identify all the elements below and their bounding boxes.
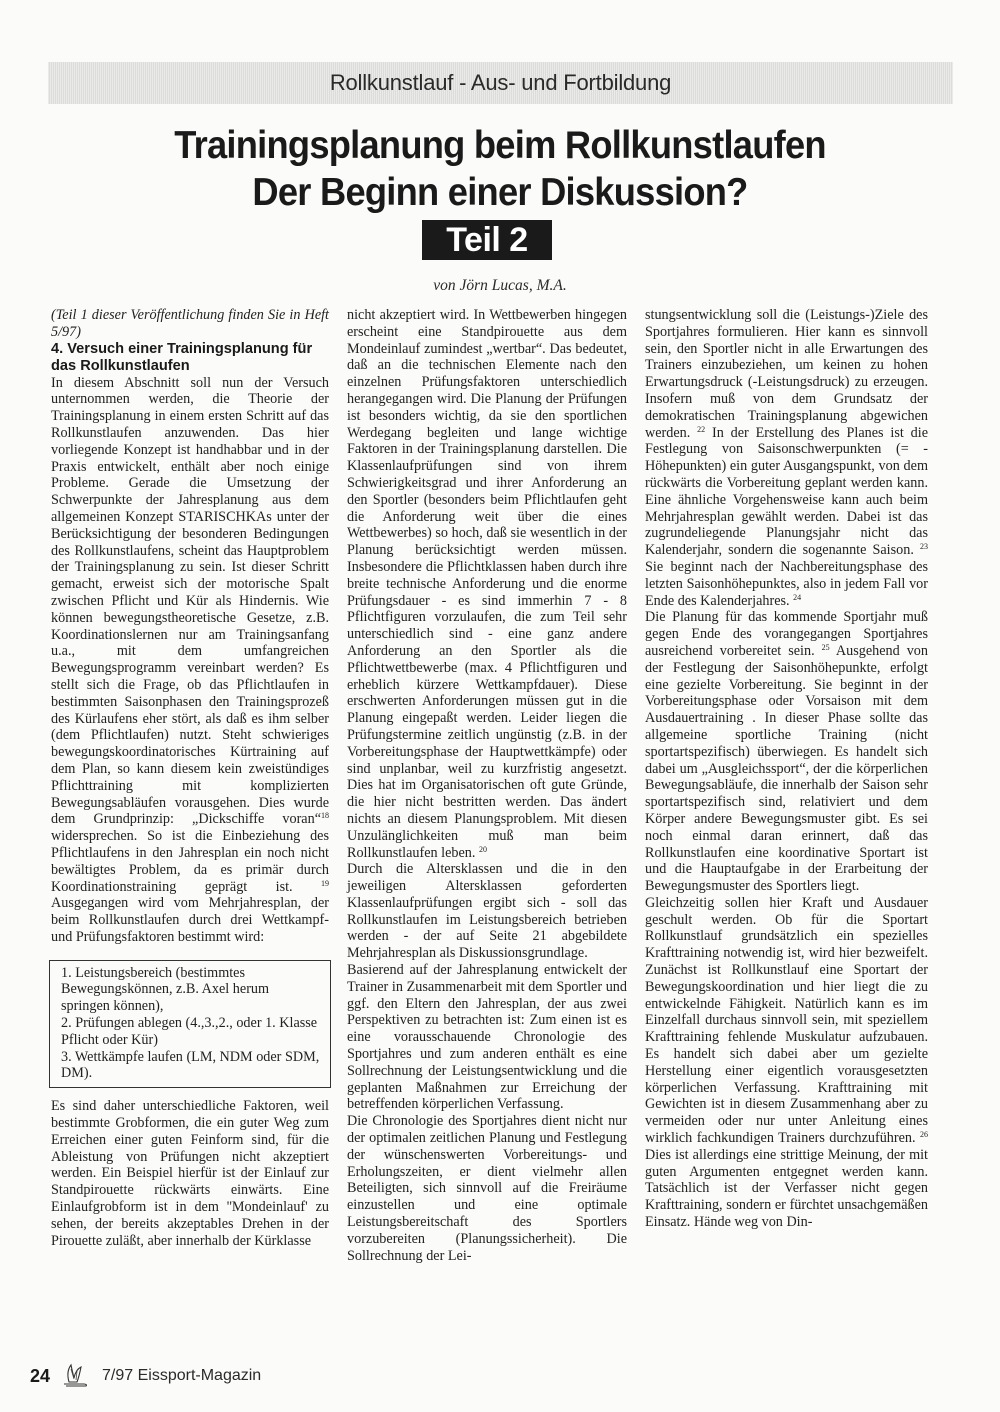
footnote-ref: 18 bbox=[321, 811, 329, 821]
footnote-ref: 19 bbox=[321, 878, 329, 888]
paragraph bbox=[347, 307, 627, 861]
paragraph bbox=[645, 609, 928, 895]
footnote-ref: 25 bbox=[821, 642, 830, 652]
part-badge: Teil 2 bbox=[422, 220, 552, 260]
text: Dies ist allerdings eine strittige Meinung, der mit guten Argumenten entgegnet werden kann. Tatsächlich ist der Verfasser nicht gegen Krafttraining, sondern er fürchtet unsachgemäßen Einsatz. Hände weg von Din- bbox=[645, 1146, 928, 1231]
factors-box bbox=[49, 960, 331, 1089]
paragraph: Basierend auf der Jahresplanung entwickelt der Trainer in Zusammenarbeit mit dem Sportler und ggf. den Eltern den Jahresplan, der aus zwei Perspektiven zu betrachten ist: Zum einen ist es eine vorausschauende Chronologie des Sportjahres und zum anderen enthält es eine Sollrechnung der Leistungsentwicklung und die geplanten Maßnahmen zur Erreichung der betreffenden körperlichen Verfassung. bbox=[347, 962, 627, 1113]
paragraph bbox=[645, 895, 928, 1231]
text-column-3 bbox=[645, 307, 928, 1231]
text: Die Planung für das kommende Sportjahr muß gegen Ende des vorangegangen Sportjahres ausreichend vorbereitet sein. bbox=[645, 609, 928, 659]
text: Sie beginnt nach der Nachbereitungsphase des letzten Saisonhöhepunktes, also in jedem Fall vor Ende des Kalenderjahres. bbox=[645, 558, 928, 609]
paragraph bbox=[51, 375, 329, 946]
paragraph: Es sind daher unterschiedliche Faktoren, weil bestimmte Grobformen, die ein guter Weg zum Erreichen einer guten Feinform sind, für die Ableistung von Prüfungen nicht akzeptiert werden. Ein Beispiel hierfür ist der Einlauf zur Standpirouette rückwärts einwärts. Eine Einlaufgrobform ist in dem ''Mondeinlauf' zu sehen, der bereits akzeptables Drehen in der Pirouette zuläßt, aber innerhalb der Kürklasse bbox=[51, 1098, 329, 1249]
text-column-1 bbox=[51, 307, 329, 1249]
article-title-line1: Trainingsplanung beim Rollkunstlaufen bbox=[174, 124, 826, 167]
section-heading: 4. Versuch einer Trainingsplanung für das Rollkunstlaufen bbox=[51, 340, 313, 374]
text: Gleichzeitig sollen hier Kraft und Ausdauer geschult werden. Ob für die Sportart Rollkunstlauf grundsätzlich ein spezielles Krafttraining notwendig ist, wird hier bezweifelt. Zunächst ist Rollkunstlauf eine Sportart der Bewegungskoordination und hier liegt die zu entwickelnde Fähigkeit. Natürlich kann es im Einzelfall durchaus sinnvoll sein, mit speziellem Krafttraining fehlende Muskulatur aufzubauen. Es handelt sich dabei aber um gezielte Herstellung einer eigentlich vorausgesetzten körperlichen Verfassung. Krafttraining mit Gewichten ist in diesem Zusammenhang aber zu vermeiden oder nur unter Anleitung eines wirklich fachkundigen Trainers durchzuführen. bbox=[645, 894, 928, 1147]
section-kicker: Rollkunstlauf - Aus- und Fortbildung bbox=[329, 70, 672, 95]
box-item: 2. Prüfungen ablegen (4.,3.,2., oder 1. Klasse Pflicht oder Kür) bbox=[61, 1015, 318, 1048]
box-item: 3. Wettkämpfe laufen (LM, NDM oder SDM, DM). bbox=[61, 1048, 320, 1082]
paragraph: Durch die Altersklassen und die in den jeweiligen Altersklassen geforderten Klassenlaufprüfungen ergibt sich - soll das Rollkunstlaufen im Leistungsbereich betrieben werden - der auf Seite 21 abgebildete Mehrjahresplan als Diskussionsgrundlage. bbox=[347, 861, 627, 962]
magazine-issue: 7/97 Eissport-Magazin bbox=[102, 1367, 262, 1384]
skate-wing-logo-icon bbox=[60, 1363, 90, 1389]
text: Ausgehend von der Festlegung der Saisonhöhepunkte, erfolgt eine gezielte Vorbereitung. Sie beginnt in der Vorbereitungsphase oder Vorsaison mit dem Ausdauertraining . In dieser Phase sollte das allgemeine sportliche Training (nicht sportartspezifisch) überwiegen. Es handelt sich dabei um „Ausgleichssport“, der die körperlichen Bewegungsabläufe, die innerhalb der Saison sehr sportartspezifisch sind, relativiert und dem Körper andere Bewegungsmuster gibt. Es sei noch einmal daran erinnert, daß das Rollkunstlaufen eine koordinative Sportart ist und die Hauptaufgabe in der Erarbeitung der Bewegungsmuster des Sportlers liegt. bbox=[645, 642, 928, 895]
text: In diesem Abschnitt soll nun der Versuch unternommen werden, die Theorie der Trainingsplanung in einem ersten Schritt auf das Rollkunstlaufen anzuwenden. Das hier vorliegende Konzept ist handhabbar und in der Praxis entwickelt, enthält aber noch einige Probleme. Gerade die Umsetzung der Schwerpunkte der Jahresplanung aus dem allgemeinen Konzept STARISCHKAs unter der Berücksichtigung der besonderen Bedingungen des Rollkunstlaufens, scheint das Hauptproblem der Trainingsplanung zu sein. Ist dieser Schritt gemacht, erweist sich der motorische Spalt zwischen Pflicht und Kür als Hindernis. Wie können bewegungstheoretische Gesetze, z.B. Koordinationslernen nur am Trainingsanfang u.a., mit dem umfangreichen Bewegungsprogramm vereinbart werden? Es stellt sich die Frage, ob das Pflichtlaufen in bestimmten Saisonphasen den Trainingsprozeß des Kürlaufens eher stört, als daß es ihm selber (dem Pflichtlaufen) nutzt. Steht schwieriges bewegungskoordinatorisches Kürtraining auf dem Plan, so kann diesem kein zweistündiges Pflichttraining mit komplizierten Bewegungsabläufen vorausgehen. Dies wurde dem Grundprinzip: „Dickschiffe voran“ bbox=[51, 374, 329, 828]
text: widersprechen. So ist die Einbeziehung des Pflichtlaufens in den Jahresplan ein noch nicht bewältigtes Problem, da es primär durch Koordinationstraining geprägt ist. bbox=[51, 828, 329, 895]
paragraph: Die Chronologie des Sportjahres dient nicht nur der optimalen zeitlichen Planung und Festlegung der wünschenswerten Vorbereitungs- und Erholungszeiten, er dient vielmehr allen Beteiligten, sich sinnvoll auf die Freiräume einzustellen und eine optimale Leistungsbereitschaft des Sportlers vorzubereiten (Planungssicherheit). Die Sollrechnung der Lei- bbox=[347, 1113, 627, 1264]
text: nicht akzeptiert wird. In Wettbewerben hingegen erscheint eine Standpirouette aus dem Mondeinlauf zumindest „wertbar“. Das bedeutet, daß an die technischen Elemente nach den einzelnen Prüfungsfaktoren unterschiedlich herangegangen wird. Die Planung der Prüfungen ist besonders wichtig, da sie den sportlichen Werdegang begleiten und lange wichtige Faktoren in der Trainingsplanung darstellen. Die Klassenlaufprüfungen sind von ihrem Schwierigkeitsgrad und ihrer Anforderung an den Sportler (besonders beim Pflichtlaufen geht die Anforderung weit über die eines Wettbewerbes) so hoch, daß sie wesentlich in der Planung berücksichtigt werden müssen. Insbesondere die Pflichtklassen haben durch ihre breite technische Anforderung und die enorme Prüfungsdauer - es sind immerhin 7 - 8 Pflichtfiguren vorzulaufen, die zum Teil sehr unterschiedlich sind - eine ganz andere Anforderung an den Sportler als die Pflichtwettbewerbe (max. 4 Pflichtfiguren und erheblich kürzere Wettkampfdauer). Diese erschwerten Anforderungen müssen gut in die Planung eingepaßt werden. Leider liegen die Prüfungstermine zeitlich ungünstig (z.B. in der Vorbereitungsphase der Hauptwettkämpfe) oder sind unplanbar, weil zu kurzfristig angesetzt. Dies hat im Organisatorischen oft gute Gründe, die hier nicht bestritten werden. Das ändert nichts an diesem Planungsproblem. Mit diesen Unzulänglichkeiten muß man beim Rollkunstlaufen leben. bbox=[347, 307, 627, 861]
text-column-2 bbox=[347, 307, 627, 1264]
footnote-ref: 24 bbox=[793, 592, 802, 602]
text: Ausgegangen wird vom Mehrjahresplan, der beim Rollkunstlaufen durch drei Wettkampf- und Prüfungsfaktoren bestimmt wird: bbox=[51, 895, 329, 945]
page-footer bbox=[30, 1364, 261, 1388]
box-item: 1. Leistungsbereich (bestimmtes Bewegungskönnen, z.B. Axel herum springen können), bbox=[61, 964, 270, 1015]
footnote-ref: 22 bbox=[697, 424, 706, 434]
footnote-ref: 20 bbox=[479, 844, 487, 854]
text: stungsentwicklung soll die (Leistungs-)Ziele des Sportjahres formulieren. Hier kann es sinnvoll sein, den Sportler nicht in alle Erwartungen des Trainers einzubeziehen, um keinen zu hohen Erwartungsdruck (-Leistungsdruck) zu erzeugen. Insofern muß von dem Grundsatz der demokratischen Trainingsplanung abgewichen werden. bbox=[645, 307, 928, 441]
page-number: 24 bbox=[30, 1365, 51, 1386]
footnote-ref: 26 bbox=[920, 1130, 928, 1140]
paragraph bbox=[645, 307, 928, 609]
text: In der Erstellung des Planes ist die Festlegung von Saisonschwerpunkten (= - Höhepunkten) ein guter Ausgangspunkt, von dem rückwärts die Vorbereitung geplant werden kann. Eine ähnliche Vorgehensweise kann auch beim Mehrjahresplan gewählt werden. Dabei ist das zugrundeliegende Planungsjahr nicht das Kalenderjahr, sondern die sogenannte Saison. bbox=[645, 424, 928, 559]
series-note: (Teil 1 dieser Veröffentlichung finden Sie in Heft 5/97) bbox=[51, 307, 329, 340]
author-byline: von Jörn Lucas, M.A. bbox=[433, 277, 567, 294]
footnote-ref: 23 bbox=[920, 542, 928, 552]
article-title-line2: Der Beginn einer Diskussion? bbox=[252, 171, 748, 214]
